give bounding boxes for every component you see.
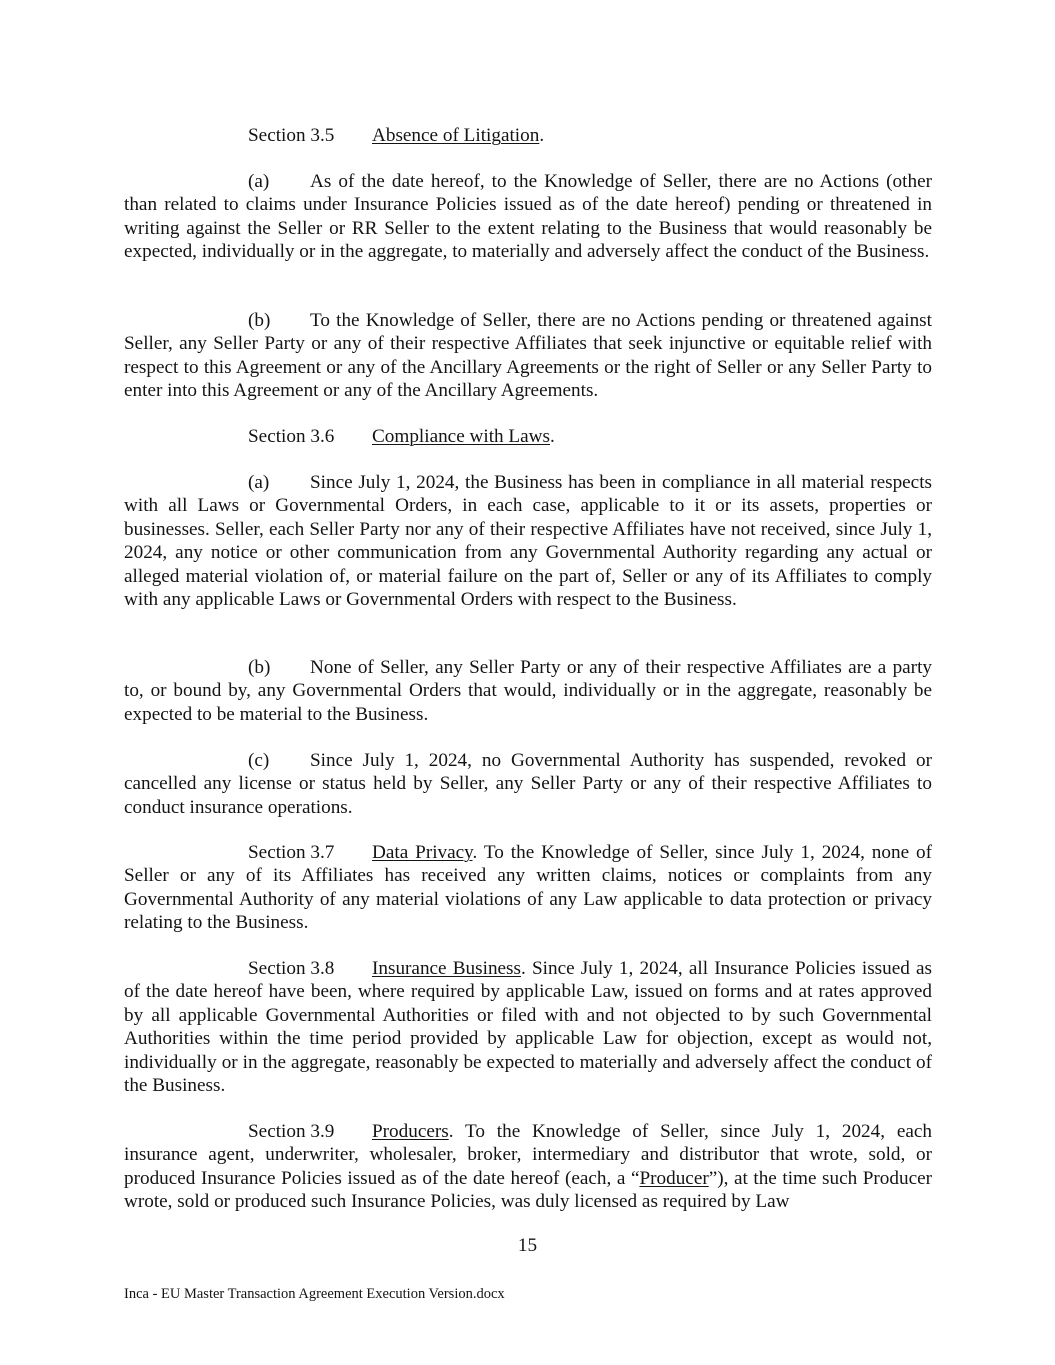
page-number: 15 bbox=[517, 1235, 538, 1256]
section-3-6-b bbox=[124, 656, 932, 726]
defined-term: Producer bbox=[639, 1167, 709, 1189]
section-3-6-a bbox=[124, 471, 932, 611]
section-3-5-a bbox=[124, 170, 932, 264]
section-text: . Since July 1, 2024, all Insurance Policies issued as of the date hereof have been, where required by applicable Law, issued on forms and at rates approved by all applicable Governmental Authorities or filed with and not objected to by such Governmental Authorities within the time period provided by applicable Law for objection, except as would not, individually or in the aggregate, reasonably be expected to materially and adversely affect the conduct of the Business. bbox=[124, 958, 933, 1097]
clause-text: To the Knowledge of Seller, there are no Actions pending or threatened against Seller, any Seller Party or any of their respective Affiliates that seek injunctive or equitable relief with respect to this Agreement or any of the Ancillary Agreements or the right of Seller or any Seller Party to enter into this Agreement or any of the Ancillary Agreements. bbox=[124, 310, 932, 402]
section-number: Section 3.7 bbox=[248, 842, 335, 863]
section-text: . To the Knowledge of Seller, since July 1, 2024, none of Seller or any of its Affiliates has received any written claims, notices or complaints from any Governmental Authority of any material violations of any Law applicable to data protection or privacy relating to the Business. bbox=[124, 842, 932, 934]
clause-label: (b) bbox=[248, 657, 271, 678]
clause-text: Since July 1, 2024, the Business has been in compliance in all material respects with all Laws or Governmental Orders, in each case, applicable to it or its assets, properties or businesses. Seller, each Seller Party nor any of their respective Affiliates have not received, since July 1, 2024, any notice or other communication from any Governmental Authority regarding any actual or alleged material violation of, or material failure on the part of, Seller or any of its Affiliates to comply with any applicable Laws or Governmental Orders with respect to the Business. bbox=[124, 472, 932, 611]
section-text-continued: ”), at the time such Producer wrote, sold or produced such Insurance Policies, was duly licensed as required by Law bbox=[124, 1167, 933, 1213]
clause-label: (a) bbox=[248, 472, 270, 493]
section-text: . To the Knowledge of Seller, since July 1, 2024, each insurance agent, underwriter, wholesaler, broker, intermediary and distributor that wrote, sold, or produced Insurance Policies issued as of the date hereof (each, a “ bbox=[124, 1121, 932, 1189]
section-title: Producers bbox=[372, 1121, 449, 1142]
clause-label: (c) bbox=[248, 750, 270, 771]
clause-text: Since July 1, 2024, no Governmental Authority has suspended, revoked or cancelled any license or status held by Seller, any Seller Party or any of their respective Affiliates to conduct insurance operations. bbox=[124, 750, 932, 818]
section-number: Section 3.6 bbox=[248, 426, 335, 447]
section-title: Insurance Business bbox=[372, 958, 521, 979]
clause-label: (b) bbox=[248, 310, 271, 331]
section-number: Section 3.5 bbox=[248, 125, 335, 146]
section-3-8 bbox=[124, 957, 932, 1097]
section-title: Compliance with Laws bbox=[372, 426, 550, 447]
section-3-5-heading: Section 3.5 Absence of Litigation. bbox=[248, 125, 545, 146]
section-3-9 bbox=[124, 1120, 932, 1214]
section-title: Absence of Litigation bbox=[372, 125, 540, 146]
clause-text: None of Seller, any Seller Party or any of their respective Affiliates are a party to, or bound by, any Governmental Orders that would, individually or in the aggregate, reasonably be expected to be material to the Business. bbox=[124, 657, 932, 725]
clause-label: (a) bbox=[248, 171, 270, 192]
section-number: Section 3.9 bbox=[248, 1121, 335, 1142]
section-3-6-heading: Section 3.6 Compliance with Laws. bbox=[248, 426, 555, 447]
section-3-6-c bbox=[124, 749, 932, 819]
section-title: Data Privacy bbox=[372, 842, 473, 863]
clause-text: As of the date hereof, to the Knowledge of Seller, there are no Actions (other than related to claims under Insurance Policies issued as of the date hereof) pending or threatened in writing against the Seller or RR Seller to the extent relating to the Business that would reasonably be expected, individually or in the aggregate, to materially and adversely affect the conduct of the Business. bbox=[124, 171, 932, 263]
footer-filename: Inca - EU Master Transaction Agreement Execution Version.docx bbox=[124, 1286, 505, 1302]
section-number: Section 3.8 bbox=[248, 958, 335, 979]
section-3-7 bbox=[124, 841, 932, 935]
section-3-5-b bbox=[124, 309, 932, 403]
